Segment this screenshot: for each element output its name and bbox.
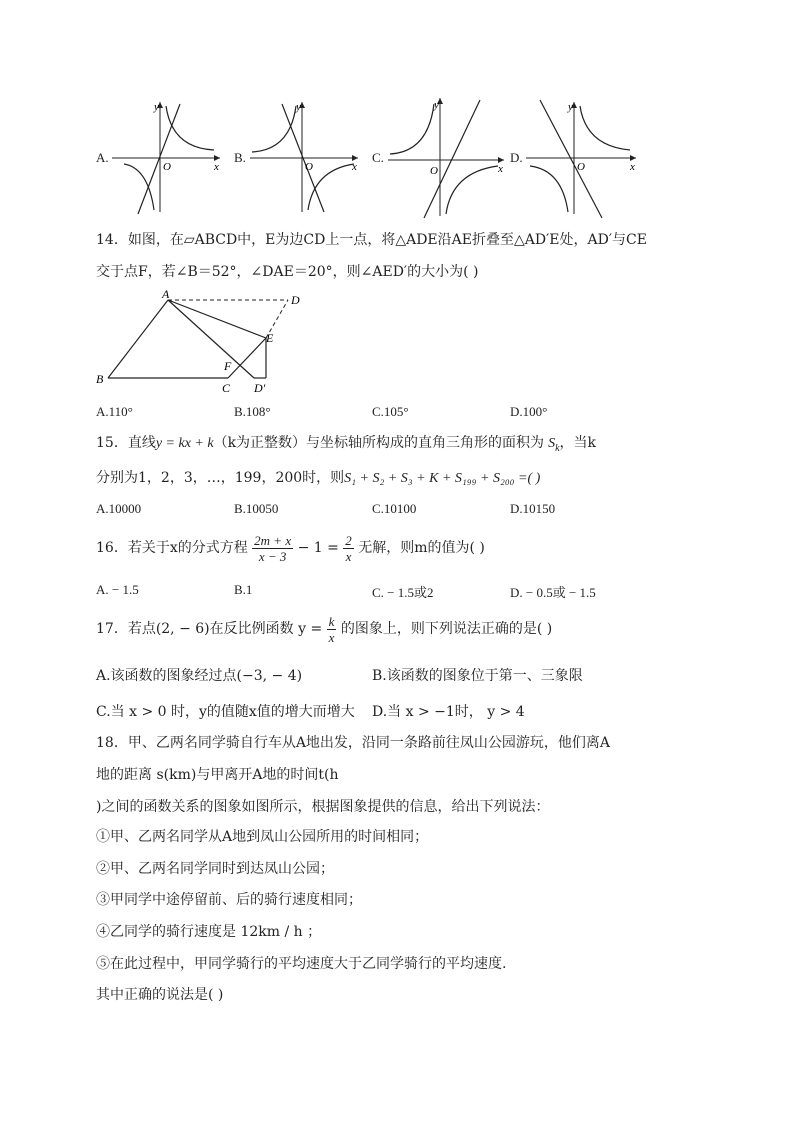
q16-frac1-numerator: 2m + x xyxy=(254,532,292,548)
q13-c-y-label: y xyxy=(434,99,439,111)
q13-option-d-letter: D. xyxy=(510,150,523,165)
q14-label-b: B xyxy=(96,372,104,386)
q16-frac2-numerator: 2 xyxy=(345,532,352,548)
q13-option-d-graph xyxy=(522,98,640,220)
q13-option-c-graph xyxy=(384,94,508,220)
q15-option-d: D.10150 xyxy=(510,501,556,516)
q18-line-2: 地的距离 s(km)与甲离开A地的时间t(h xyxy=(96,767,339,783)
q17-option-d: D.当 x > −1时， y > 4 xyxy=(372,704,525,720)
q16-line xyxy=(96,531,485,565)
q13-d-x-label: x xyxy=(630,161,635,173)
q17-fraction xyxy=(327,614,337,645)
q13-b-y-label: y xyxy=(296,101,301,113)
q16-mid: − 1 = xyxy=(297,540,339,556)
q13-c-origin: O xyxy=(430,165,438,177)
q18-line-3: )之间的函数关系的图象如图所示，根据图象提供的信息，给出下列说法： xyxy=(96,799,550,815)
q14-label-f: F xyxy=(224,359,232,373)
q16-option-d: D. − 0.5或 − 1.5 xyxy=(510,585,596,600)
q18-item-2: ②甲、乙两名同学同时到达凤山公园； xyxy=(96,861,334,877)
q16-option-b: B.1 xyxy=(234,582,253,597)
q18-item-5: ⑤在此过程中，甲同学骑行的平均速度大于乙同学骑行的平均速度. xyxy=(96,956,507,972)
q13-a-y-label: y xyxy=(154,101,159,113)
q14-option-a: A.110° xyxy=(96,404,133,419)
q17-option-b: B.该函数的图象位于第一、三象限 xyxy=(372,668,583,684)
q14-option-c: C.105° xyxy=(372,404,409,419)
q13-option-c-letter: C. xyxy=(372,150,384,165)
q16-post: 无解，则m的值为( ) xyxy=(358,540,485,556)
q15-s-subscript: k xyxy=(555,442,560,454)
q17-post: 的图象上，则下列说法正确的是( ) xyxy=(340,621,553,637)
q13-b-x-label: x xyxy=(352,161,357,173)
q13-d-origin: O xyxy=(577,161,585,173)
q15-equation: y = kx + k xyxy=(155,436,214,451)
q14-option-d: D.100° xyxy=(510,404,548,419)
q13-option-a-letter: A. xyxy=(96,150,109,165)
q15-line-2 xyxy=(96,469,540,488)
q16-frac2-denominator: x xyxy=(345,548,352,564)
q16-frac1-denominator: x − 3 xyxy=(258,548,287,564)
q15-s-symbol: S xyxy=(548,436,556,451)
q15-end: ，当k xyxy=(559,435,596,451)
q15-option-b: B.10050 xyxy=(234,501,279,516)
q16-fraction-1 xyxy=(252,533,293,564)
q18-item-1: ①甲、乙两名同学从A地到凤山公园所用的时间相同； xyxy=(96,829,429,845)
q18-item-4: ④乙同学的骑行速度是 12km / h ； xyxy=(96,924,322,940)
q17-option-a: A.该函数的图象经过点(−3, − 4) xyxy=(96,668,303,684)
q14-line-1: 14．如图，在▱ABCD中，E为边CD上一点，将△ADE沿AE折叠至△AD′E处，AD′与CE xyxy=(96,232,647,248)
q17-frac-numerator: k xyxy=(328,613,335,629)
q13-a-origin: O xyxy=(163,161,171,173)
q14-label-c: C xyxy=(222,381,231,395)
q13-b-origin: O xyxy=(305,161,313,173)
q13-c-x-label: x xyxy=(498,163,503,175)
q18-item-3: ③甲同学中途停留前、后的骑行速度相同； xyxy=(96,892,362,908)
q13-d-y-label: y xyxy=(568,101,573,113)
q17-frac-denominator: x xyxy=(328,629,335,645)
q15-option-c: C.10100 xyxy=(372,501,417,516)
q17-option-c: C.当 x > 0 时，y的值随x值的增大而增大 xyxy=(96,704,355,720)
q15-pre: 15．直线 xyxy=(96,435,156,451)
q15-line2-pre: 分别为1，2，3，…，199，200时，则 xyxy=(96,470,345,486)
q15-option-a: A.10000 xyxy=(96,501,142,516)
q16-fraction-2 xyxy=(343,533,354,564)
q16-option-a: A. − 1.5 xyxy=(96,582,139,597)
q16-option-c: C. − 1.5或2 xyxy=(372,585,434,600)
q13-option-a-graph xyxy=(108,98,224,216)
q17-pre: 17．若点(2, − 6)在反比例函数 y = xyxy=(96,621,323,637)
q13-option-b-letter: B. xyxy=(234,150,246,165)
q18-last-line: 其中正确的说法是( ) xyxy=(96,987,224,1003)
q17-line xyxy=(96,612,552,646)
q18-line-1: 18．甲、乙两名同学骑自行车从A地出发，沿同一条路前往凤山公园游玩，他们离A xyxy=(96,735,611,751)
q13-a-x-label: x xyxy=(214,161,219,173)
q14-parallelogram-figure xyxy=(94,288,314,400)
q14-line-2: 交于点F，若∠B＝52°，∠DAE＝20°，则∠AED′的大小为( ) xyxy=(96,264,479,280)
q16-pre: 16．若关于x的分式方程 xyxy=(96,540,248,556)
q14-label-d: D xyxy=(291,293,300,307)
q14-option-b: B.108° xyxy=(234,404,271,419)
q15-sum-equation: S₁ + S₂ + S₃ + K + S₁₉₉ + S₂₀₀ =( ) xyxy=(344,471,541,486)
q14-label-d-prime: D′ xyxy=(254,381,266,395)
q14-label-a: A xyxy=(162,288,170,301)
q15-line-1 xyxy=(96,434,596,458)
q14-label-e: E xyxy=(266,331,274,345)
q15-mid: （k为正整数）与坐标轴所构成的直角三角形的面积为 xyxy=(213,435,545,451)
q13-option-b-graph xyxy=(246,98,362,216)
